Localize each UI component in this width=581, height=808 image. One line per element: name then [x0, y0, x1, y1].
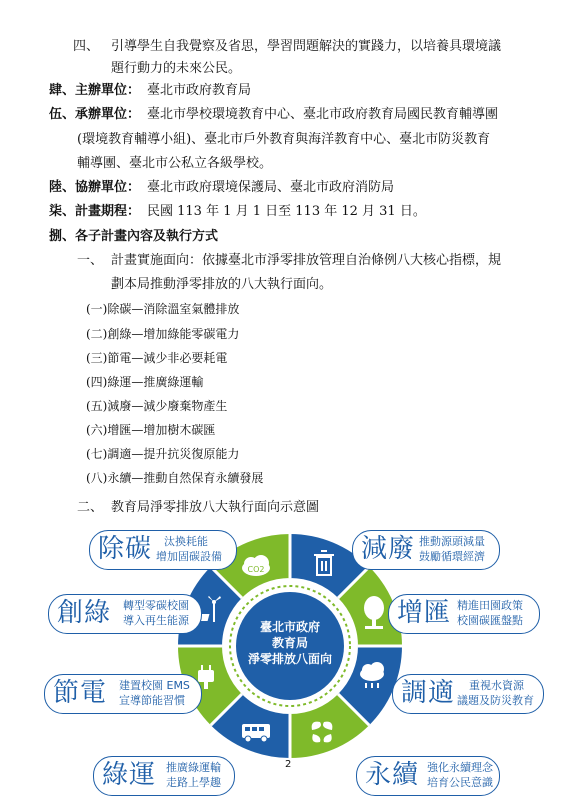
sub2-text: 教育局淨零排放八大執行面向示意圖 — [111, 500, 320, 515]
sec6-text: 臺北市政府環境保護局、臺北市政府消防局 — [147, 180, 395, 195]
sub1-num: 一、 — [77, 253, 104, 268]
center-line: 臺北市政府 — [259, 620, 320, 634]
pill-chutan — [89, 530, 237, 570]
pill-desc: 增加固碳設備 — [156, 550, 222, 563]
pill-desc: 培育公民意識 — [427, 776, 493, 789]
list-item: (五)減廢—減少廢棄物產生 — [86, 399, 228, 413]
sec7-label: 柒、計畫期程： — [49, 204, 141, 219]
pill-desc: 導入再生能源 — [123, 614, 189, 627]
pill-desc: 校園碳匯盤點 — [457, 614, 523, 627]
pill-desc: 汰換耗能 — [164, 535, 208, 548]
sub1-line1: 計畫實施面向：依據臺北市淨零排放管理自治條例八大核心指標，規 — [111, 253, 502, 268]
pill-title: 增匯 — [397, 598, 452, 628]
pill-desc: 推廣綠運輸 — [166, 761, 221, 774]
sec4-label: 肆、主辦單位： — [49, 83, 141, 98]
list-item: (三)節電—減少非必要耗電 — [86, 351, 228, 365]
center-line: 教育局 — [271, 636, 308, 650]
pill-desc: 強化永續理念 — [427, 761, 493, 774]
center-title — [230, 619, 350, 667]
sec5-line1: 臺北市學校環境教育中心、臺北市政府教育局國民教育輔導團 — [147, 107, 499, 122]
pill-desc: 重視水資源 — [469, 679, 524, 692]
sec5-line2: (環境教育輔導小組)、臺北市戶外教育與海洋教育中心、臺北市防災教育 — [77, 132, 491, 147]
sec4-text: 臺北市政府教育局 — [147, 83, 252, 98]
sec6-label: 陸、協辦單位： — [49, 180, 141, 195]
pill-desc: 轉型零碳校園 — [123, 599, 189, 612]
sec5-label: 伍、承辦單位： — [49, 107, 141, 122]
list-item: (八)永續—推動自然保育永續發展 — [86, 471, 264, 485]
sec5-line3: 輔導團、臺北市公私立各級學校。 — [77, 156, 273, 171]
list-item: (四)綠運—推廣綠運輸 — [86, 375, 204, 389]
pill-desc: 建置校園 EMS — [119, 679, 190, 692]
pill-desc: 走路上學趣 — [166, 776, 221, 789]
pill-title: 調適 — [401, 678, 456, 708]
pill-title: 綠運 — [102, 760, 157, 790]
list-item: (一)除碳—消除溫室氣體排放 — [86, 302, 240, 316]
pill-title: 創綠 — [57, 598, 112, 628]
pill-title: 減廢 — [361, 534, 416, 564]
pill-zenghui — [388, 594, 540, 634]
pill-title: 節電 — [53, 678, 108, 708]
sec8-heading: 捌、各子計畫內容及執行方式 — [49, 229, 219, 244]
item4-line1: 引導學生自我覺察及省思，學習問題解決的實踐力，以培養具環境議 — [111, 39, 502, 54]
page-number: 2 — [285, 759, 292, 770]
pill-desc: 宣導節能習慣 — [119, 694, 185, 707]
pill-desc: 鼓勵循環經濟 — [419, 550, 485, 563]
sub1-line2: 劃本局推動淨零排放的八大執行面向。 — [111, 277, 333, 292]
co2-label: CO2 — [247, 565, 265, 574]
list-item: (七)調適—提升抗災復原能力 — [86, 447, 240, 461]
item4-line2: 題行動力的未來公民。 — [111, 61, 242, 76]
pill-yongxu — [356, 756, 500, 796]
pill-desc: 精進田園政策 — [457, 599, 523, 612]
pill-tiaoshi — [392, 674, 544, 714]
pill-jiedian — [44, 674, 202, 714]
center-line: 淨零排放八面向 — [247, 652, 332, 666]
pill-title: 除碳 — [98, 534, 153, 564]
pill-chuanglu — [48, 594, 202, 634]
pill-desc: 議題及防災教育 — [457, 694, 534, 707]
pill-desc: 推動源頭減量 — [419, 535, 485, 548]
item4-num: 四、 — [73, 39, 100, 54]
sub2-num: 二、 — [77, 500, 104, 515]
pill-jianfei — [352, 530, 500, 570]
list-item: (六)增匯—增加樹木碳匯 — [86, 423, 216, 437]
list-item: (二)創綠—增加綠能零碳電力 — [86, 327, 240, 341]
pill-lvyun — [93, 756, 235, 796]
pill-title: 永續 — [365, 760, 420, 790]
sec7-text: 民國 113 年 1 月 1 日至 113 年 12 月 31 日。 — [147, 204, 426, 219]
